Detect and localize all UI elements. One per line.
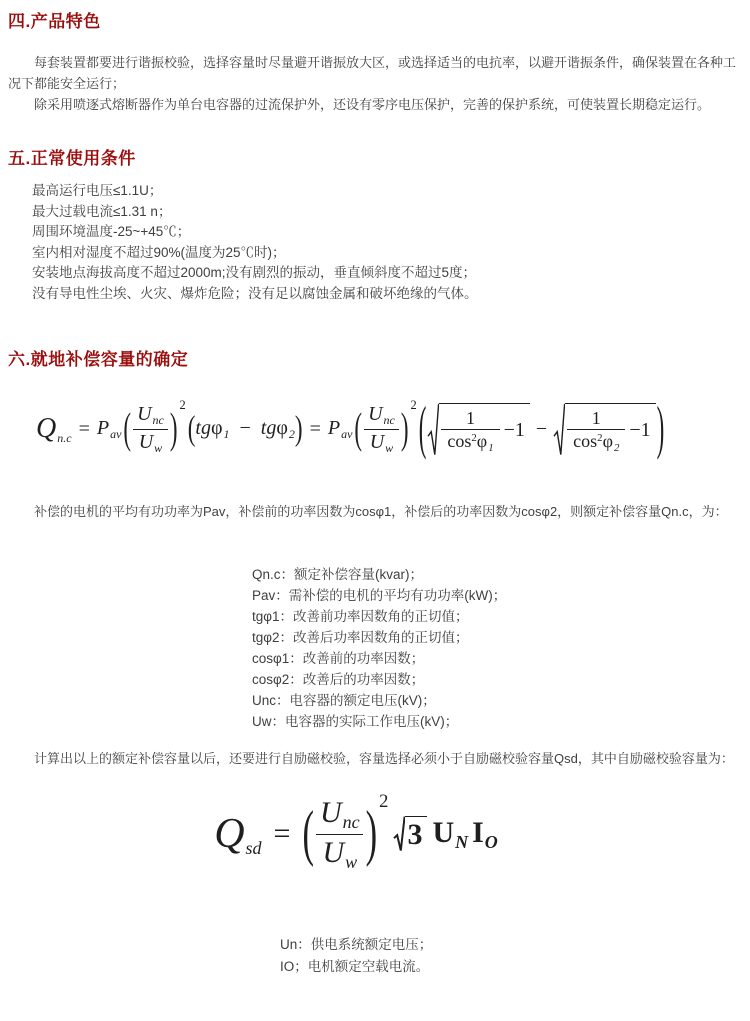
definition-item: Uw：电容器的实际工作电压(kV)； bbox=[252, 713, 459, 729]
section4-para2: 除采用喷逐式熔断器作为单台电容器的过流保护外，还设有零序电压保护，完善的保护系统，可使装置长期稳定运行。 bbox=[34, 97, 711, 112]
definition-item: cosφ1：改善前的功率因数； bbox=[252, 650, 425, 666]
equals-sign: = bbox=[309, 417, 321, 440]
voltage-fraction: $\frac{U_{nc}}{U_w}$ bbox=[362, 402, 401, 457]
io-symbol: $I_O$ bbox=[472, 815, 498, 853]
condition-item: 没有导电性尘埃、火灾、爆炸危险；没有足以腐蚀金属和破坏绝缘的气体。 bbox=[32, 285, 478, 301]
section6-para-qsd: 计算出以上的额定补偿容量以后，还要进行自励磁校验，容量选择必须小于自励磁校验容量Qsd，其中自励磁校验容量为： bbox=[34, 750, 734, 766]
condition-item: 室内相对湿度不超过90%(温度为25℃时)； bbox=[32, 244, 286, 260]
formula-qsd bbox=[214, 790, 498, 874]
section6-heading: 六.就地补偿容量的确定 bbox=[8, 350, 189, 369]
radical-sign-icon bbox=[427, 403, 439, 457]
un-symbol: $U_N$ bbox=[432, 815, 469, 853]
voltage-ratio-squared: ( $\frac{U_{nc}}{U_w}$ ) 2 bbox=[354, 398, 417, 456]
sqrt-term-1: $\frac{1}{\cos^2\varphi_1}$ −1 bbox=[427, 403, 529, 457]
definition-item: cosφ2：改善后的功率因数； bbox=[252, 671, 425, 687]
section6-para-explain: 补偿的电机的平均有功功率为Pav，补偿前的功率因数为cosφ1，补偿后的功率因数为cosφ2，则额定补偿容量Qn.c，为： bbox=[34, 503, 728, 519]
condition-item: 最高运行电压≤1.1U； bbox=[32, 183, 163, 198]
qsd-definition-list bbox=[280, 934, 744, 978]
definition-item: Qn.c：额定补偿容量(kvar)； bbox=[252, 566, 424, 582]
radical-sign-icon bbox=[393, 816, 405, 852]
equals-sign: = bbox=[273, 817, 291, 851]
pav-symbol: $P_{av}$ bbox=[96, 416, 122, 442]
sqrt-term-2: $\frac{1}{\cos^2\varphi_2}$ −1 bbox=[553, 403, 655, 457]
definition-list bbox=[252, 564, 744, 732]
definition-item: Pav：需补偿的电机的平均有功功率(kW)； bbox=[252, 587, 507, 603]
section4-heading: 四.产品特色 bbox=[8, 12, 101, 31]
voltage-fraction: $\frac{U_{nc}}{U_w}$ bbox=[131, 402, 170, 457]
condition-item: 周围环境温度-25~+45℃； bbox=[32, 224, 191, 239]
usage-conditions-list bbox=[8, 181, 744, 304]
voltage-fraction: $\frac{U_{nc}}{U_w}$ bbox=[314, 795, 366, 874]
section5-heading: 五.正常使用条件 bbox=[8, 149, 136, 168]
definition-item: Un：供电系统额定电压； bbox=[280, 936, 433, 952]
pav-symbol: $P_{av}$ bbox=[327, 416, 353, 442]
formula-qnc bbox=[8, 395, 744, 461]
sqrt-three: 3 bbox=[393, 816, 427, 852]
qsd-symbol: $Q_{sd}$ bbox=[214, 811, 262, 858]
equals-sign: = bbox=[78, 417, 90, 440]
definition-item: Unc：电容器的额定电压(kV)； bbox=[252, 692, 436, 708]
tg-difference: ( tgφ$_1$ − tgφ$_2$ ) bbox=[187, 409, 303, 448]
voltage-ratio-squared: ( $\frac{U_{nc}}{U_w}$ ) 2 bbox=[302, 790, 389, 873]
definition-item: tgφ2：改善后功率因数角的正切值； bbox=[252, 629, 469, 645]
sqrt-difference: ( $\frac{1}{\cos^2\varphi_1}$ −1 − $\frac{1}{\cos^2\varphi_2}$ −1 ) bbox=[418, 395, 665, 461]
cos-fraction: $\frac{1}{\cos^2\varphi_2}$ bbox=[567, 407, 625, 456]
definition-item: tgφ1：改善前功率因数角的正切值； bbox=[252, 608, 469, 624]
condition-item: 最大过载电流≤1.31 n； bbox=[32, 203, 172, 219]
definition-item: IO；电机额定空载电流。 bbox=[280, 958, 430, 974]
condition-item: 安装地点海拔高度不超过2000m;没有剧烈的振动，垂直倾斜度不超过5度； bbox=[32, 265, 477, 280]
radical-sign-icon bbox=[553, 403, 565, 457]
section4-para1: 每套装置都要进行谐振校验，选择容量时尽量避开谐振放大区，或选择适当的电抗率，以避开谐振条件，确保装置在各种工况下都能安全运行； bbox=[8, 55, 737, 91]
cos-fraction: $\frac{1}{\cos^2\varphi_1}$ bbox=[441, 407, 499, 456]
qnc-symbol: $Q_{n.c}$ bbox=[36, 413, 72, 445]
voltage-ratio-squared: ( $\frac{U_{nc}}{U_w}$ ) 2 bbox=[123, 398, 186, 456]
